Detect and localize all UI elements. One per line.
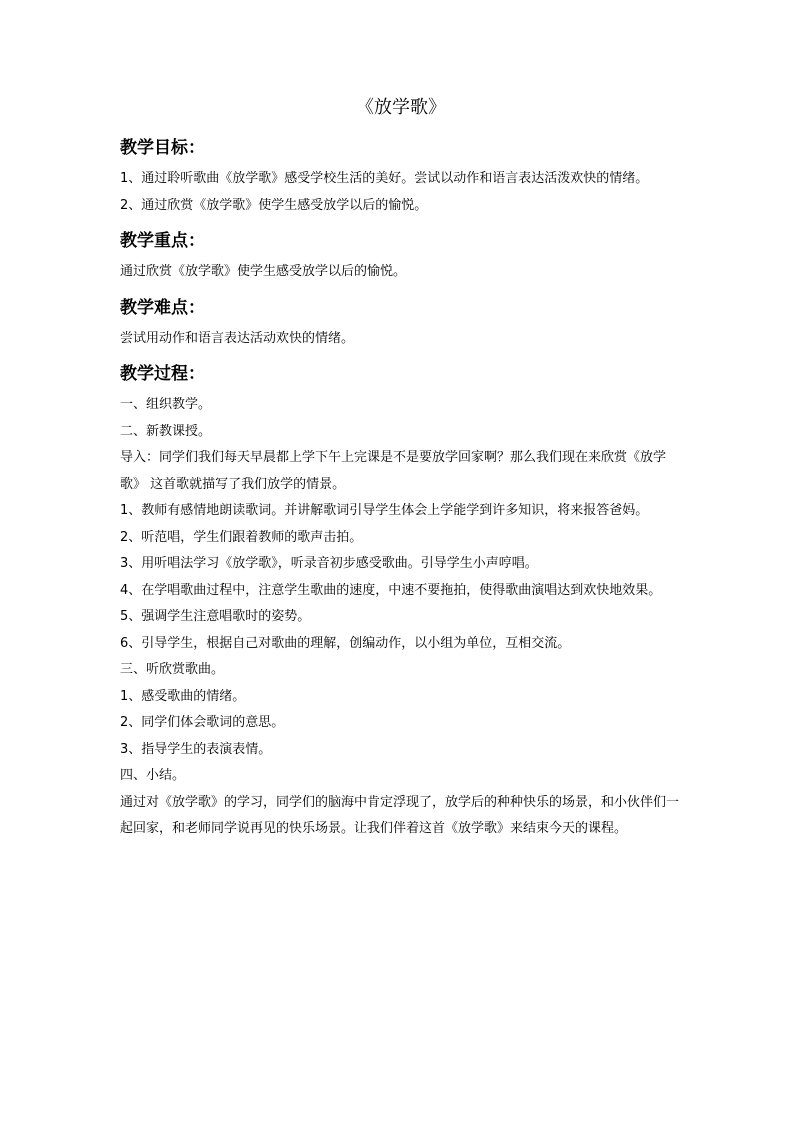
difficulty-section — [120, 296, 682, 353]
process-line: 通过对《放学歌》的学习，同学们的脑海中肯定浮现了，放学后的种种快乐的场景，和小伙伴们一起回家，和老师同学说再见的快乐场景。让我们伴着这首《放学歌》来结束今天的课程。 — [120, 794, 680, 836]
process-line: 3、指导学生的表演表情。 — [120, 741, 272, 757]
key-point-section — [120, 229, 682, 286]
process-line: 4、在学唱歌曲过程中，注意学生歌曲的速度，中速不要拖拍，使得歌曲演唱达到欢快地效果。 — [120, 582, 662, 598]
difficulty-text: 尝试用动作和语言表达活动欢快的情绪。 — [120, 330, 355, 346]
process-line: 2、听范唱，学生们跟着教师的歌声击拍。 — [120, 529, 363, 545]
process-line: 1、教师有感情地朗读歌词。并讲解歌词引导学生体会上学能学到许多知识，将来报答爸妈。 — [120, 503, 649, 518]
process-line: 6、引导学生，根据自己对歌曲的理解，创编动作，以小组为单位，互相交流。 — [120, 635, 571, 651]
process-line: 1、感受歌曲的情绪。 — [120, 688, 246, 704]
objective-item: 1、通过聆听歌曲《放学歌》感受学校生活的美好。尝试以动作和语言表达活泼欢快的情绪。 — [120, 171, 649, 186]
difficulty-heading: 教学难点： — [120, 297, 205, 318]
document-title: 《放学歌》 — [356, 97, 446, 118]
objectives-section — [120, 136, 682, 219]
process-line: 2、同学们体会歌词的意思。 — [120, 715, 285, 730]
process-line: 一、组织教学。 — [120, 397, 212, 412]
process-line: 二、新教课授。 — [120, 423, 212, 439]
process-line: 导入：同学们我们每天早晨都上学下午上完课是不是要放学回家啊？那么我们现在来欣赏《放学歌》 这首歌就描写了我们放学的情景。 — [120, 450, 667, 492]
process-line: 5、强调学生注意唱歌时的姿势。 — [120, 609, 311, 624]
process-line: 三、听欣赏歌曲。 — [120, 662, 225, 677]
process-section — [120, 362, 682, 843]
objective-item: 2、通过欣赏《放学歌》使学生感受放学以后的愉悦。 — [120, 197, 428, 213]
key-point-text: 通过欣赏《放学歌》使学生感受放学以后的愉悦。 — [120, 264, 407, 279]
process-heading: 教学过程： — [120, 364, 205, 384]
key-point-heading: 教学重点： — [120, 231, 205, 251]
process-line: 3、用听唱法学习《放学歌》，听录音初步感受歌曲。引导学生小声哼唱。 — [120, 556, 538, 571]
objectives-heading: 教学目标： — [120, 138, 205, 158]
process-line: 四、小结。 — [120, 768, 186, 783]
